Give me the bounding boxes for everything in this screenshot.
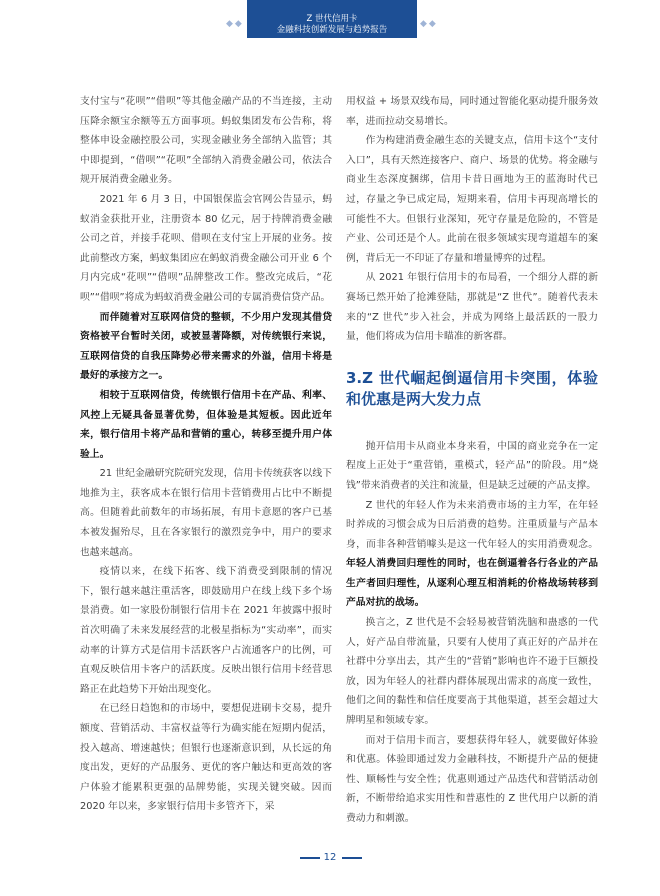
right-paragraph-group-a (346, 92, 598, 347)
right-column (346, 92, 598, 829)
body-paragraph-bold: 相较于互联网信贷，传统银行信用卡在产品、利率、风控上无疑具备显著优势，但体验是其短板。因此近年来，银行信用卡将产品和营销的重心，转移至提升用户体验上。 (80, 389, 332, 460)
body-paragraph-mixed (346, 496, 598, 614)
body-paragraph: 21 世纪金融研究院研究发现，信用卡传统获客以线下地推为主，获客成本在银行信用卡营销费用占比中不断提高。但随着此前数年的市场拓展，有用卡意愿的客户已基本被发掘殆尽，且在各家银行的激烈竞争中，用户的要求也越来越高。 (80, 468, 332, 558)
header-subtitle: 金融科技创新发展与趋势报告 (276, 25, 388, 35)
section-title: 3.Z 世代崛起倒逼信用卡突围，体验和优惠是两大发力点 (346, 368, 598, 408)
body-paragraph: 换言之，Z 世代是不会轻易被营销洗脑和蛊惑的一代人，好产品自带流量，只要有人使用了真正好的产品并在社群中分享出去，其产生的“营销”影响也许不逊于巨额投放，因为年轻人的社群内群体展现出需求的高度一致性，他们之间的黏性和信任度要高于其他渠道，甚至会超过大牌明星和领域专家。 (346, 617, 598, 727)
body-paragraph: 作为构建消费金融生态的关键支点，信用卡这个“支付入口”，具有天然连接客户、商户、场景的优势。将金融与商业生态深度捆绑，信用卡昔日画地为王的蓝海时代已过，存量之争已成定局，短期来看，信用卡再现高增长的可能性不大。但银行业深知，死守存量是危险的，不管是产业、公司还是个人。此前在很多领域实现弯道超车的案例，背后无一不印证了存量和增量博弈的过程。 (346, 135, 598, 264)
header-dots-right: ◆◆ (420, 19, 438, 29)
body-paragraph: 抛开信用卡从商业本身来看，中国的商业竞争在一定程度上正处于“重营销，重模式，轻产品”的阶段。用“烧钱”带来消费者的关注和流量，但是缺乏过硬的产品支撑。 (346, 440, 598, 491)
body-paragraph: 疫情以来，在线下拓客、线下消费受到限制的情况下，银行越来越注重活客，即鼓励用户在线上线下多个场景消费。如一家股份制银行信用卡在 2021 年披露中报时首次明确了未来发展经营的北极星指标为“实动率”，而实动率的计算方式是信用卡活跃客户占流通客户的比例，可直观反映信用卡客户的活跃度。反映出银行信用卡经营思路正在此趋势下开始出现变化。 (80, 566, 332, 695)
page-number: 12 (323, 852, 337, 863)
header-dots-left: ◆◆ (226, 19, 244, 29)
body-paragraph: 从 2021 年银行信用卡的布局看，一个细分人群的新赛场已然开始了抢滩登陆，那就是“Z 世代”。随着代表未来的“Z 世代”步入社会，并成为网络上最活跃的一股力量，他们将成为信用卡瞄准的新客群。 (346, 272, 598, 343)
left-column (80, 92, 332, 817)
body-paragraph: 2021 年 6 月 3 日，中国银保监会官网公告显示，蚂蚁消金获批开业，注册资本 80 亿元，居于持牌消费金融公司之首，并接手花呗、借呗在支付宝上开展的业务。按此前整改方案，蚂蚁集团应在蚂蚁消费金融公司开业 6 个月内完成“花呗”“借呗”品牌整改工作。整改完成后，“花呗”“借呗”将成为蚂蚁消费金融公司的专属消费信贷产品。 (80, 193, 332, 303)
body-paragraph: 在已经日趋饱和的市场中，要想促进刷卡交易，提升额度、营销活动、丰富权益等行为确实能在短期内促活，投入越高、增速越快；但银行也逐渐意识到，从长远的角度出发，更好的产品服务、更优的客户触达和更高效的客户体验才能累积更强的品牌势能，实现关键突破。因而 2020 年以来，多家银行信用卡多管齐下，采 (80, 703, 332, 813)
body-text: Z 世代的年轻人作为未来消费市场的主力军，在年轻时养成的习惯会成为日后消费的趋势。注重质量与产品本身，而非各种营销噱头是这一代年轻人的实用消费观念。 (346, 499, 598, 550)
header-title: Z 世代信用卡 (306, 14, 358, 24)
body-text-bold: 年轻人消费回归理性的同时，也在倒逼着各行各业的产品生产者回归理性，从逐利心理互相消耗的价格战场转移到产品对抗的战场。 (346, 558, 598, 609)
footer-rule-right (342, 857, 362, 859)
body-paragraph: 用权益 + 场景双线布局，同时通过智能化驱动提升服务效率，进而拉动交易增长。 (346, 96, 598, 127)
footer-rule-left (300, 857, 320, 859)
footer (0, 848, 660, 868)
header-band (247, 0, 417, 38)
body-paragraph-bold: 而伴随着对互联网信贷的整顿，不少用户发现其借贷资格被平台暂时关闭，或被显著降额，对传统银行来说，互联网信贷的自我压降势必带来需求的外溢，信用卡将是最好的承接方之一。 (80, 311, 332, 382)
body-paragraph: 而对于信用卡而言，要想获得年轻人，就要做好体验和优惠。体验即通过发力金融科技，不断提升产品的便捷性、顺畅性与安全性；优惠则通过产品迭代和营销活动创新，不断带给追求实用性和普惠性的 Z 世代用户以新的消费动力和刺激。 (346, 734, 598, 824)
body-paragraph: 支付宝与“花呗”“借呗”等其他金融产品的不当连接，主动压降余额宝余额等五方面事项。蚂蚁集团发布公告称，将整体申设金融控股公司，实现金融业务全部纳入监管；其中即提到，“借呗”“花呗”全部纳入消费金融公司，依法合规开展消费金融业务。 (80, 96, 332, 186)
right-paragraph-group-b (346, 613, 598, 829)
